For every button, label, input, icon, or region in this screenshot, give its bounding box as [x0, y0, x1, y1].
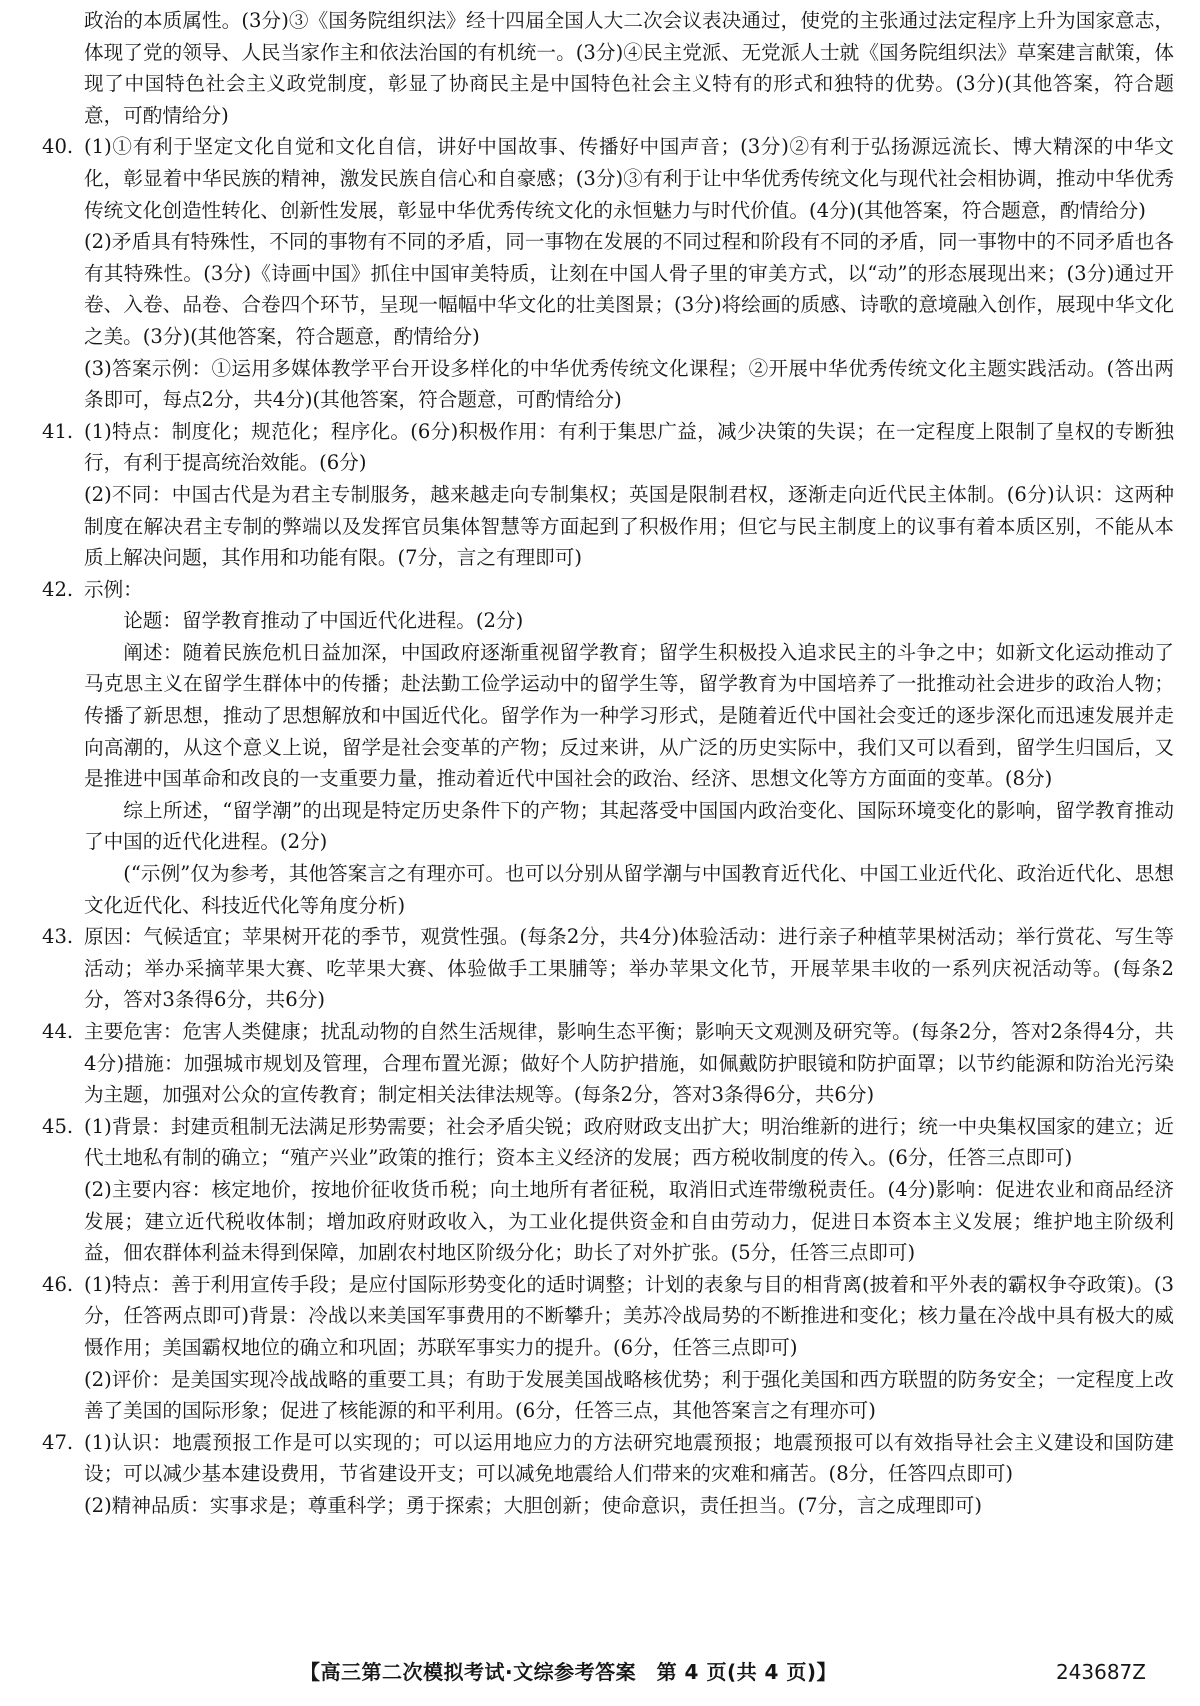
essay-conclusion: 综上所述，“留学潮”的出现是特定历史条件下的产物；其起落受中国国内政治变化、国际环境变化的影响，留学教育推动了中国的近代化进程。(2分): [84, 798, 1174, 854]
essay-argument: 阐述：随着民族危机日益加深，中国政府逐渐重视留学教育；留学生积极投入追求民主的斗争之中；如新文化运动推动了马克思主义在留学生群体中的传播；赴法勤工俭学运动中的留学生等，留学教育为中国培养了一批推动社会进步的政治人物；传播了新思想，推动了思想解放和中国近代化。留学作为一种学习形式，是随着近代中国社会变迁的逐步深化而迅速发展并走向高潮的，从这个意义上说，留学是社会变革的产物；反过来讲，从广泛的历史实际中，我们又可以看到，留学生归国后，又是推进中国革命和改良的一支重要力量，推动着近代中国社会的政治、经济、思想文化等方方面面的变革。(8分): [84, 640, 1174, 791]
question-number: 44.: [42, 1020, 74, 1043]
document-code: 243687Z: [1055, 1660, 1146, 1684]
answer-part: (2)主要内容：核定地价，按地价征收货币税；向土地所有者征税，取消旧式连带缴税责任。(4分)影响：促进农业和商品经济发展；建立近代税收体制；增加政府财政收入，为工业化提供资金和自由劳动力，促进日本资本主义发展；维护地主阶级利益，佃农群体利益未得到保障，加剧农村地区阶级分化；助长了对外扩张。(5分，任答三点即可): [84, 1177, 1174, 1265]
question-47: [42, 1427, 1174, 1522]
answer-part: (1)特点：善于利用宣传手段；是应付国际形势变化的适时调整；计划的表象与目的相背离(披着和平外表的霸权争夺政策)。(3分，任答两点即可)背景：冷战以来美国军事费用的不断攀升；美苏冷战局势的不断推进和变化；核力量在冷战中具有极大的威慑作用；美国霸权地位的确立和巩固；苏联军事实力的提升。(6分，任答三点即可): [84, 1272, 1174, 1359]
answer-page: [42, 5, 1174, 1522]
question-43: [42, 921, 1174, 1016]
answer-part: (2)不同：中国古代是为君主专制服务，越来越走向专制集权；英国是限制君权，逐渐走向近代民主体制。(6分)认识：这两种制度在解决君主专制的弊端以及发挥官员集体智慧等方面起到了积极作用；但它与民主制度上的议事有着本质区别，不能从本质上解决问题，其作用和功能有限。(7分，言之有理即可): [84, 482, 1174, 570]
question-number: 46.: [42, 1272, 74, 1296]
question-41: [42, 416, 1174, 574]
essay-note: (“示例”仅为参考，其他答案言之有理亦可。也可以分别从留学潮与中国教育近代化、中国工业近代化、政治近代化、思想文化近代化、科技近代化等角度分析): [84, 862, 1174, 917]
answer-part: (1)背景：封建贡租制无法满足形势需要；社会矛盾尖锐；政府财政支出扩大；明治维新的进行；统一中央集权国家的建立；近代土地私有制的确立；“殖产兴业”政策的推行；资本主义经济的发展；西方税收制度的传入。(6分，任答三点即可): [84, 1114, 1174, 1170]
page-footer: [0, 1657, 1200, 1689]
question-45: [42, 1111, 1174, 1269]
answer-part: (1)认识：地震预报工作是可以实现的；可以运用地应力的方法研究地震预报；地震预报可以有效指导社会主义建设和国防建设；可以减少基本建设费用，节省建设开支；可以减免地震给人们带来的灾难和痛苦。(8分，任答四点即可): [84, 1430, 1174, 1486]
question-number: 45.: [42, 1114, 74, 1138]
question-number: 47.: [42, 1430, 74, 1454]
answer-part: (1)①有利于坚定文化自觉和文化自信，讲好中国故事、传播好中国声音；(3分)②有利于弘扬源远流长、博大精深的中华文化，彰显着中华民族的精神，激发民族自信心和自豪感；(3分)③有利于让中华优秀传统文化与现代社会相协调，推动中华优秀传统文化创造性转化、创新性发展，彰显中华优秀传统文化的永恒魅力与时代价值。(4分)(其他答案，符合题意，酌情给分): [84, 135, 1174, 222]
answer-part: (2)矛盾具有特殊性，不同的事物有不同的矛盾，同一事物在发展的不同过程和阶段有不同的矛盾，同一事物中的不同矛盾也各有其特殊性。(3分)《诗画中国》抓住中国审美特质，让刻在中国人骨子里的审美方式，以“动”的形态展现出来；(3分)通过开卷、入卷、品卷、合卷四个环节，呈现一幅幅中华文化的壮美图景；(3分)将绘画的质感、诗歌的意境融入创作，展现中华文化之美。(3分)(其他答案，符合题意，酌情给分): [84, 230, 1174, 348]
essay-thesis: 论题：留学教育推动了中国近代化进程。(2分): [123, 609, 524, 633]
answer-part: (3)答案示例：①运用多媒体教学平台开设多样化的中华优秀传统文化课程；②开展中华优秀传统文化主题实践活动。(答出两条即可，每点2分，共4分)(其他答案，符合题意，可酌情给分): [84, 356, 1174, 412]
answer-part: 主要危害：危害人类健康；扰乱动物的自然生活规律，影响生态平衡；影响天文观测及研究等。(每条2分，答对2条得4分，共4分)措施：加强城市规划及管理，合理布置光源；做好个人防护措施，如佩戴防护眼镜和防护面罩；以节约能源和防治光污染为主题，加强对公众的宣传教育；制定相关法律法规等。(每条2分，答对3条得6分，共6分): [84, 1020, 1174, 1107]
answer-part: 原因：气候适宜；苹果树开花的季节，观赏性强。(每条2分，共4分)体验活动：进行亲子种植苹果树活动；举行赏花、写生等活动；举办采摘苹果大赛、吃苹果大赛、体验做手工果脯等；举办苹果文化节，开展苹果丰收的一系列庆祝活动等。(每条2分，答对3条得6分，共6分): [84, 925, 1174, 1012]
question-number: 42.: [42, 577, 74, 601]
intro-paragraph: 政治的本质属性。(3分)③《国务院组织法》经十四届全国人大二次会议表决通过，使党的主张通过法定程序上升为国家意志，体现了党的领导、人民当家作主和依法治国的有机统一。(3分)④民主党派、无党派人士就《国务院组织法》草案建言献策，体现了中国特色社会主义政党制度，彰显了协商民主是中国特色社会主义特有的形式和独特的优势。(3分)(其他答案，符合题意，可酌情给分): [84, 9, 1174, 127]
answer-part: (1)特点：制度化；规范化；程序化。(6分)积极作用：有利于集思广益，减少决策的失误；在一定程度上限制了皇权的专断独行，有利于提高统治效能。(6分): [84, 419, 1174, 475]
question-46: [42, 1269, 1174, 1427]
question-number: 43.: [42, 925, 74, 949]
question-40: [42, 131, 1174, 415]
answer-part: 示例：: [84, 577, 143, 601]
question-42: [42, 574, 1174, 922]
question-number: 40.: [42, 135, 74, 159]
answer-part: (2)评价：是美国实现冷战战略的重要工具；有助于发展美国战略核优势；利于强化美国和西方联盟的防务安全；一定程度上改善了美国的国际形象；促进了核能源的和平利用。(6分，任答三点，其他答案言之有理亦可): [84, 1367, 1174, 1423]
question-44: [42, 1016, 1174, 1111]
answer-part: (2)精神品质：实事求是；尊重科学；勇于探索；大胆创新；使命意识，责任担当。(7分，言之成理即可): [84, 1493, 983, 1517]
footer-title: 【高三第二次模拟考试·文综参考答案 第 4 页(共 4 页)】: [300, 1660, 838, 1684]
question-number: 41.: [42, 419, 74, 443]
